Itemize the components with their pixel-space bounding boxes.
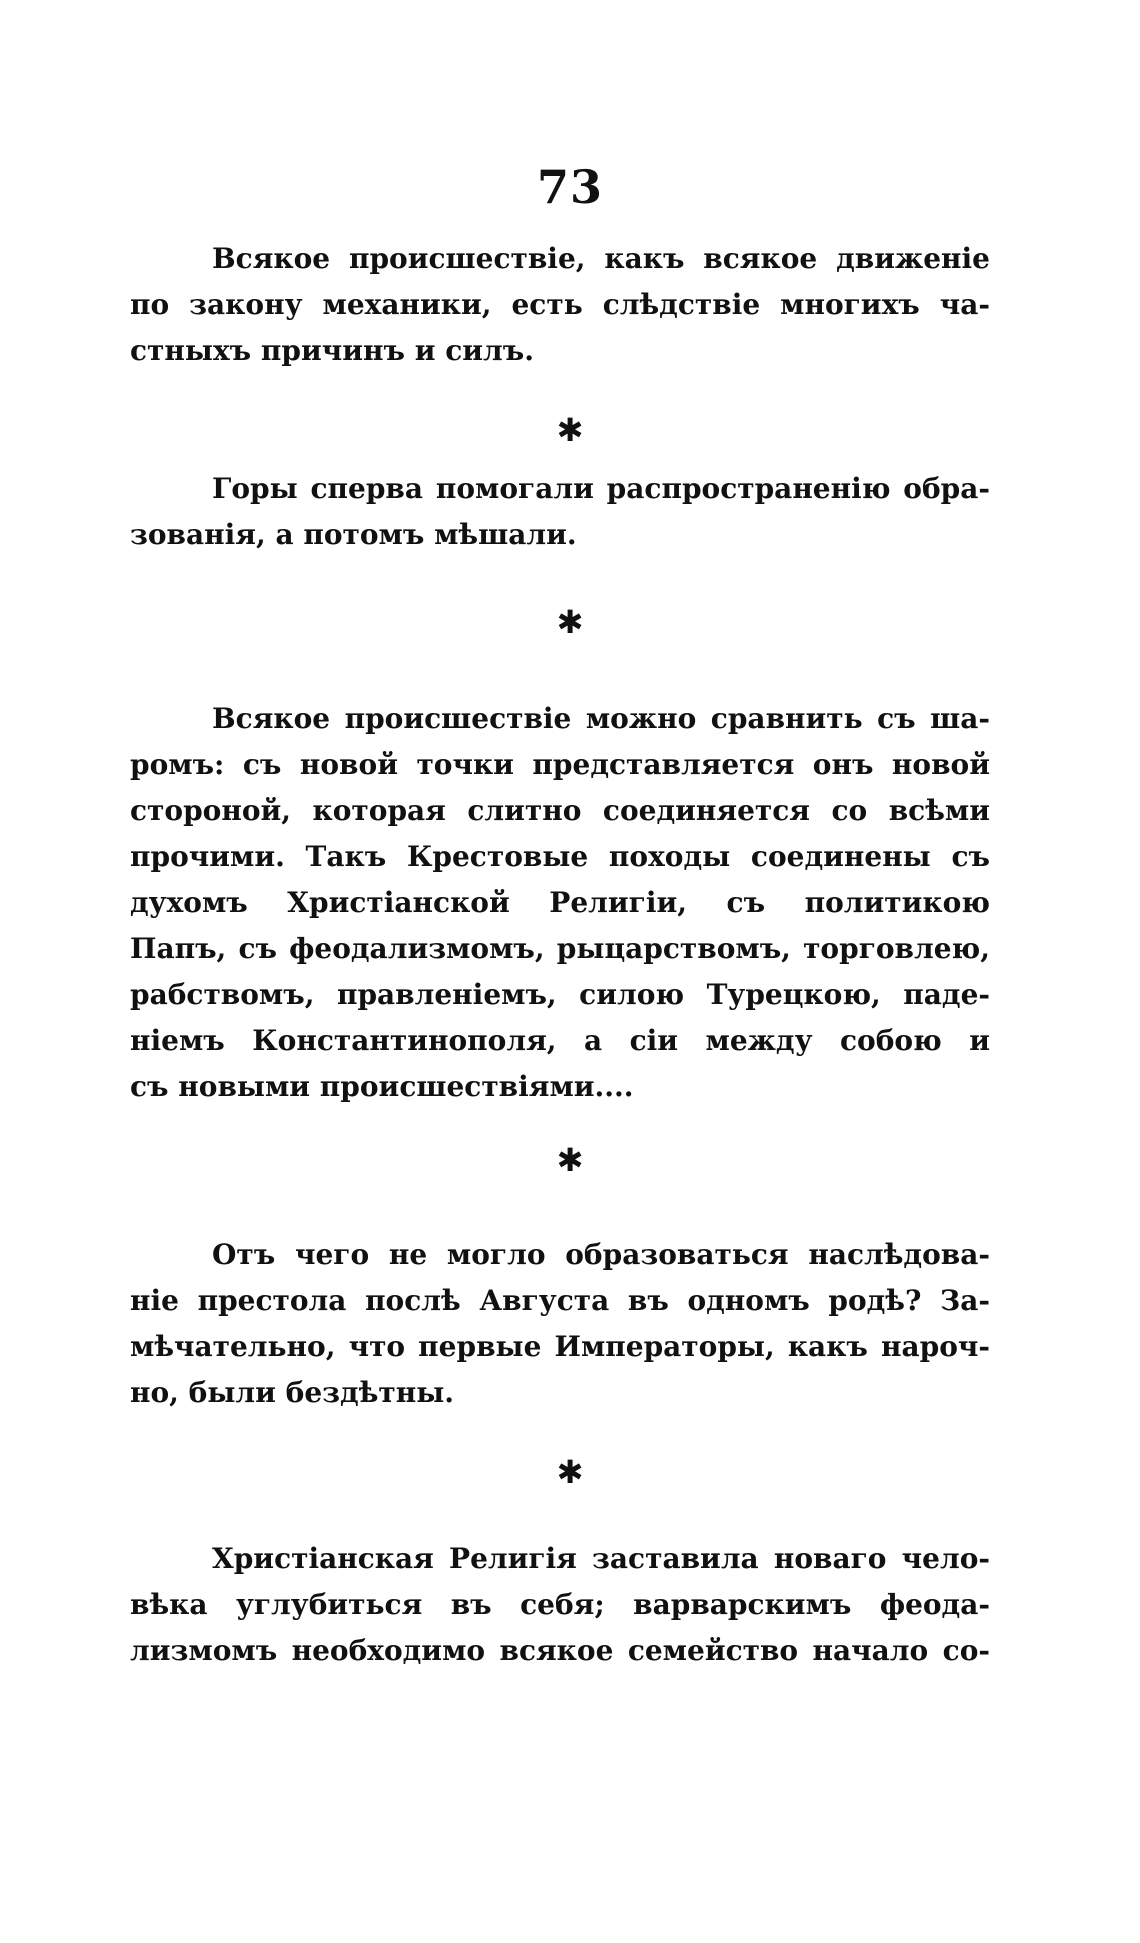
paragraph-4 bbox=[130, 1232, 990, 1416]
text-line: вѣка углубиться въ себя; варварскимъ феода- bbox=[130, 1588, 990, 1621]
asterisk-separator: ✱ bbox=[556, 1453, 584, 1491]
text-line: съ новыми происшествіями.... bbox=[130, 1070, 634, 1103]
text-line: Отъ чего не могло образоваться наслѣдова- bbox=[212, 1238, 990, 1271]
text-line: прочими. Такъ Крестовые походы соединены съ bbox=[130, 840, 990, 873]
paragraph-1 bbox=[130, 236, 990, 374]
text-line: Всякое происшествіе можно сравнить съ ша- bbox=[212, 702, 990, 735]
text-line: рабствомъ, правленіемъ, силою Турецкою, паде- bbox=[130, 978, 990, 1011]
paragraph-3 bbox=[130, 696, 990, 1110]
text-line: духомъ Христіанской Религіи, съ политикою bbox=[130, 886, 990, 919]
asterisk-separator: ✱ bbox=[556, 603, 584, 641]
page-number: 73 bbox=[536, 160, 603, 214]
text-line: стороной, которая слитно соединяется со всѣми bbox=[130, 794, 990, 827]
text-line: лизмомъ необходимо всякое семейство начало со- bbox=[130, 1634, 990, 1667]
text-line: Христіанская Религія заставила новаго чело- bbox=[212, 1542, 990, 1575]
text-line: стныхъ причинъ и силъ. bbox=[130, 334, 535, 367]
text-line: ніемъ Константинополя, а сіи между собою и bbox=[130, 1024, 990, 1057]
asterisk-separator: ✱ bbox=[556, 411, 584, 449]
paragraph-2 bbox=[130, 466, 990, 558]
text-line: ніе престола послѣ Августа въ одномъ родѣ? За- bbox=[130, 1284, 990, 1317]
text-line: но, были бездѣтны. bbox=[130, 1376, 455, 1409]
text-line: Всякое происшествіе, какъ всякое движеніе bbox=[212, 242, 990, 275]
text-line: Горы сперва помогали распространенію обра- bbox=[212, 472, 990, 505]
paragraph-5 bbox=[130, 1536, 990, 1674]
text-line: зованія, а потомъ мѣшали. bbox=[130, 518, 577, 551]
text-line: ромъ: съ новой точки представляется онъ новой bbox=[130, 748, 990, 781]
text-line: по закону механики, есть слѣдствіе многихъ ча- bbox=[130, 288, 990, 321]
text-line: Папъ, съ феодализмомъ, рыцарствомъ, торговлею, bbox=[130, 932, 990, 965]
asterisk-separator: ✱ bbox=[556, 1141, 584, 1179]
text-line: мѣчательно, что первые Императоры, какъ нароч- bbox=[130, 1330, 990, 1363]
